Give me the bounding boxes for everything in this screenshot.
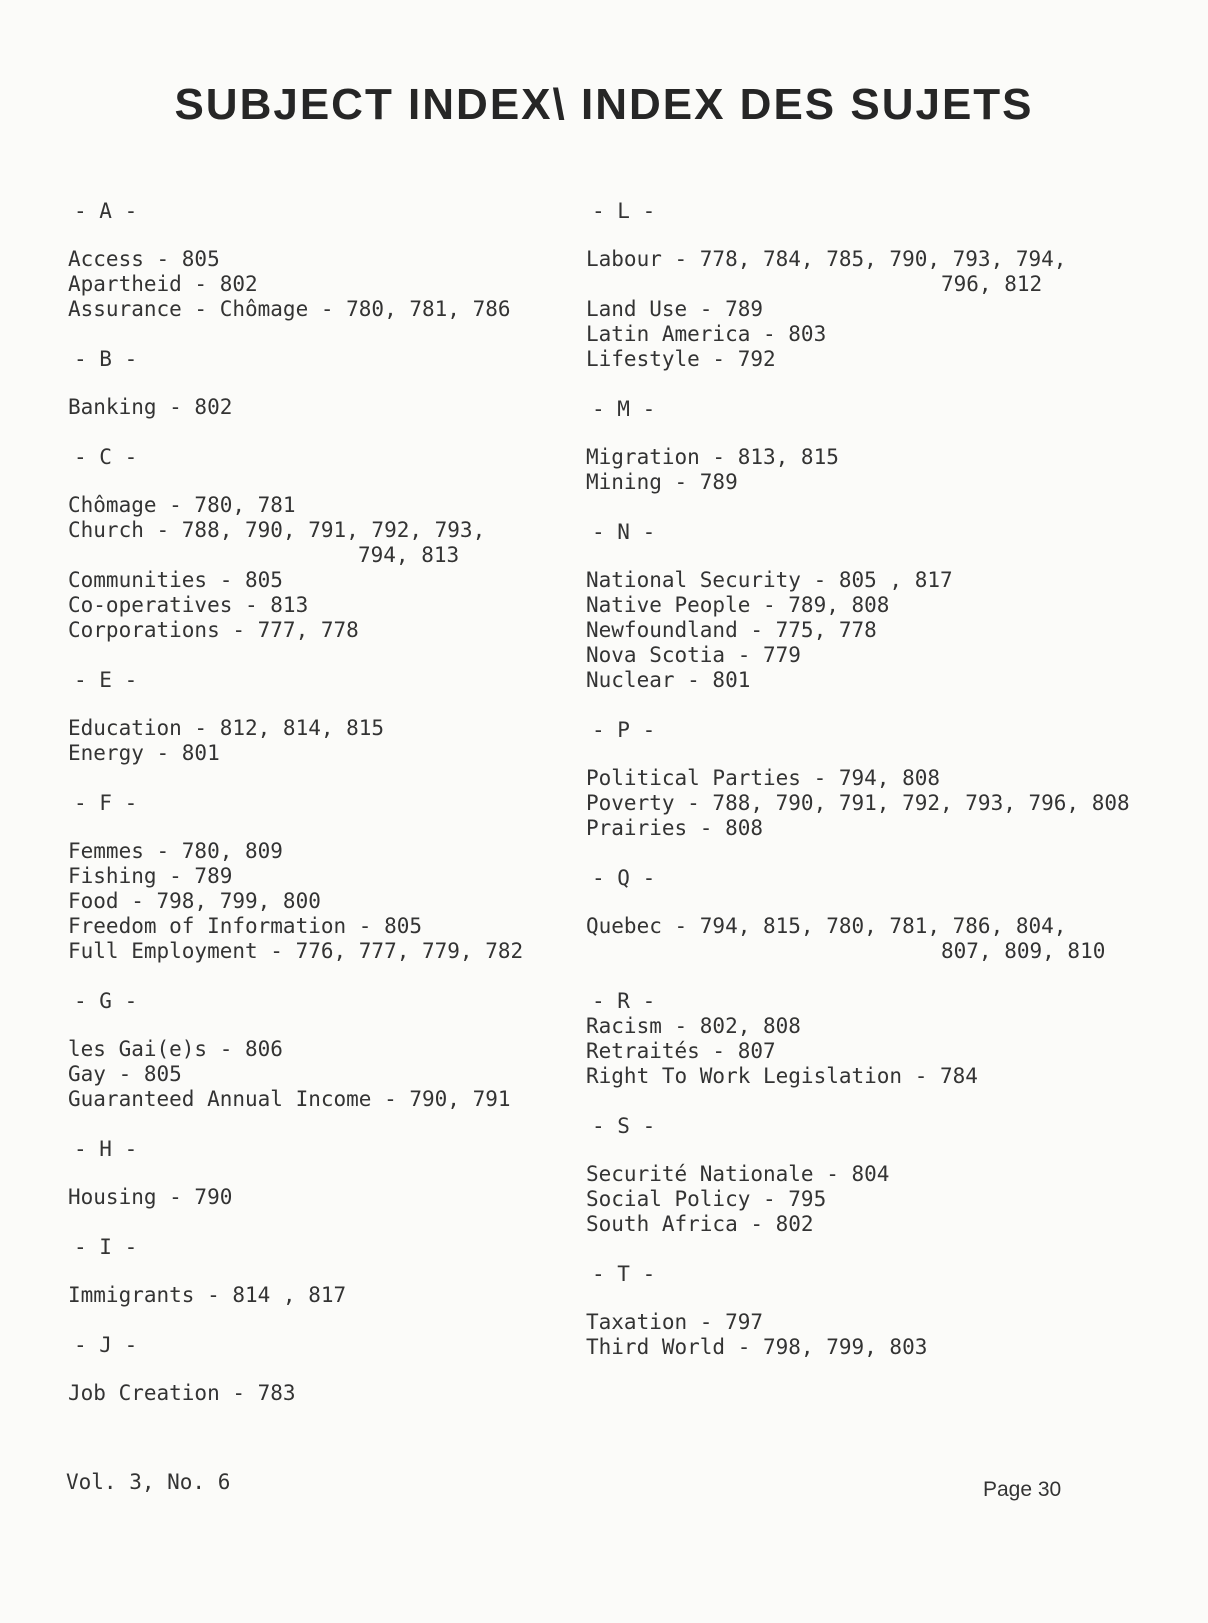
- index-section: [68, 1234, 588, 1332]
- section-spacer: [586, 495, 1146, 519]
- index-entry: [586, 1014, 1146, 1039]
- section-spacer: [68, 643, 588, 667]
- index-entry-continuation: 794, 813: [358, 543, 460, 567]
- index-entry: [68, 395, 588, 420]
- index-entry: [586, 568, 1146, 593]
- index-entry-text: Full Employment - 776, 777, 779, 782: [68, 939, 524, 963]
- index-column-right: [586, 198, 1146, 1360]
- index-entry: [68, 741, 588, 766]
- index-entry: [586, 791, 1146, 816]
- index-entry: [68, 1087, 588, 1112]
- index-entry: [586, 247, 1146, 297]
- index-entry-text: Mining - 789: [586, 470, 738, 494]
- index-entry-text: Poverty - 788, 790, 791, 792, 793, 796, 808: [586, 791, 1130, 815]
- section-spacer: [68, 420, 588, 444]
- index-entry-text: Gay - 805: [68, 1062, 182, 1086]
- index-entry-text: Co-operatives - 813: [68, 593, 309, 617]
- index-entry: [68, 272, 588, 297]
- index-entry: [68, 839, 588, 864]
- volume-number: Vol. 3, No. 6: [66, 1470, 231, 1494]
- section-letter: - T -: [592, 1262, 656, 1286]
- index-entry-text: Nova Scotia - 779: [586, 643, 801, 667]
- section-letter: - G -: [74, 989, 138, 1013]
- section-letter: - J -: [74, 1333, 138, 1357]
- index-entry-text: Guaranteed Annual Income - 790, 791: [68, 1087, 511, 1111]
- index-entry-text: Third World - 798, 799, 803: [586, 1335, 928, 1359]
- section-letter: - F -: [74, 791, 138, 815]
- index-section: [586, 988, 1146, 1113]
- index-entry-text: Fishing - 789: [68, 864, 233, 888]
- index-entry: [68, 1037, 588, 1062]
- index-entry: [586, 470, 1146, 495]
- index-entry: [586, 445, 1146, 470]
- section-spacer: [68, 322, 588, 346]
- index-entry: [68, 889, 588, 914]
- index-entry: [586, 1187, 1146, 1212]
- index-entry: [68, 864, 588, 889]
- index-entry: [586, 816, 1146, 841]
- index-entry-text: Access - 805: [68, 247, 220, 271]
- index-entry-text: Social Policy - 795: [586, 1187, 827, 1211]
- section-letter: - E -: [74, 668, 138, 692]
- index-section: [586, 519, 1146, 717]
- index-entry-text: Taxation - 797: [586, 1310, 764, 1334]
- index-entry-text: Housing - 790: [68, 1185, 233, 1209]
- index-section: [586, 865, 1146, 988]
- index-entry-continuation: 807, 809, 810: [941, 939, 1106, 963]
- section-spacer: [586, 1237, 1146, 1261]
- index-entry: [586, 1335, 1146, 1360]
- index-entry: [68, 1062, 588, 1087]
- section-spacer: [68, 1210, 588, 1234]
- index-entry: [68, 568, 588, 593]
- index-entry: [68, 493, 588, 518]
- page-number: Page 30: [983, 1478, 1062, 1501]
- index-entry-text: Communities - 805: [68, 568, 283, 592]
- index-entry: [68, 1185, 588, 1210]
- index-entry: [586, 322, 1146, 347]
- index-column-left: [68, 198, 588, 1406]
- index-entry: [586, 1162, 1146, 1187]
- section-spacer: [586, 841, 1146, 865]
- section-spacer: [68, 1308, 588, 1332]
- index-entry: [68, 939, 588, 964]
- section-spacer: [586, 964, 1146, 988]
- index-entry-text: Energy - 801: [68, 741, 220, 765]
- index-entry-text: Corporations - 777, 778: [68, 618, 359, 642]
- section-letter: - I -: [74, 1235, 138, 1259]
- section-spacer: [68, 964, 588, 988]
- index-entry: [68, 914, 588, 939]
- index-entry: [68, 518, 588, 568]
- section-spacer: [68, 766, 588, 790]
- index-entry-text: Nuclear - 801: [586, 668, 751, 692]
- index-section: [68, 346, 588, 444]
- index-entry: [68, 593, 588, 618]
- index-entry: [586, 1310, 1146, 1335]
- index-section: [586, 717, 1146, 865]
- index-entry-text: Latin America - 803: [586, 322, 827, 346]
- index-entry-text: Education - 812, 814, 815: [68, 716, 385, 740]
- index-entry: [586, 1039, 1146, 1064]
- index-entry: [586, 1064, 1146, 1089]
- index-entry: [586, 297, 1146, 322]
- index-entry-text: Prairies - 808: [586, 816, 764, 840]
- index-entry-text: Newfoundland - 775, 778: [586, 618, 877, 642]
- index-entry-text: Land Use - 789: [586, 297, 764, 321]
- section-letter: - N -: [592, 520, 656, 544]
- index-entry-text: Racism - 802, 808: [586, 1014, 801, 1038]
- index-entry-text: les Gai(e)s - 806: [68, 1037, 283, 1061]
- index-entry-text: Labour - 778, 784, 785, 790, 793, 794,: [586, 247, 1067, 271]
- index-entry: [68, 1381, 588, 1406]
- index-section: [68, 1332, 588, 1406]
- index-entry: [68, 247, 588, 272]
- index-entry-text: Chômage - 780, 781: [68, 493, 296, 517]
- section-letter: - S -: [592, 1114, 656, 1138]
- index-entry: [586, 618, 1146, 643]
- section-letter: - A -: [74, 199, 138, 223]
- index-entry: [586, 643, 1146, 668]
- index-section: [586, 396, 1146, 519]
- index-entry-text: National Security - 805 , 817: [586, 568, 953, 592]
- index-entry: [68, 1283, 588, 1308]
- index-entry-text: Job Creation - 783: [68, 1381, 296, 1405]
- index-section: [586, 1261, 1146, 1360]
- index-entry: [68, 716, 588, 741]
- index-entry-text: Food - 798, 799, 800: [68, 889, 321, 913]
- index-section: [68, 988, 588, 1136]
- index-section: [68, 198, 588, 346]
- section-letter: - Q -: [592, 866, 656, 890]
- index-section: [68, 667, 588, 790]
- index-entry: [68, 297, 588, 322]
- index-entry-text: Quebec - 794, 815, 780, 781, 786, 804,: [586, 914, 1067, 938]
- index-entry: [586, 668, 1146, 693]
- index-entry-text: Apartheid - 802: [68, 272, 258, 296]
- index-entry-text: South Africa - 802: [586, 1212, 814, 1236]
- index-entry: [586, 766, 1146, 791]
- section-spacer: [586, 372, 1146, 396]
- index-entry-text: Migration - 813, 815: [586, 445, 839, 469]
- index-entry: [586, 347, 1146, 372]
- section-letter: - R -: [592, 989, 656, 1013]
- index-entry-text: Church - 788, 790, 791, 792, 793,: [68, 518, 486, 542]
- index-entry-text: Banking - 802: [68, 395, 233, 419]
- index-entry: [586, 914, 1146, 964]
- index-section: [586, 1113, 1146, 1261]
- section-letter: - P -: [592, 718, 656, 742]
- index-entry-text: Securité Nationale - 804: [586, 1162, 890, 1186]
- index-section: [68, 790, 588, 988]
- index-section: [68, 444, 588, 667]
- index-entry-text: Right To Work Legislation - 784: [586, 1064, 978, 1088]
- section-spacer: [68, 1112, 588, 1136]
- index-entry-text: Political Parties - 794, 808: [586, 766, 941, 790]
- index-entry: [586, 593, 1146, 618]
- section-letter: - M -: [592, 397, 656, 421]
- index-entry-continuation: 796, 812: [941, 272, 1043, 296]
- index-section: [586, 198, 1146, 396]
- section-spacer: [586, 693, 1146, 717]
- index-entry-text: Immigrants - 814 , 817: [68, 1283, 347, 1307]
- section-letter: - L -: [592, 199, 656, 223]
- index-entry-text: Native People - 789, 808: [586, 593, 890, 617]
- section-letter: - B -: [74, 347, 138, 371]
- index-entry-text: Freedom of Information - 805: [68, 914, 423, 938]
- section-letter: - H -: [74, 1137, 138, 1161]
- index-section: [68, 1136, 588, 1234]
- index-entry-text: Assurance - Chômage - 780, 781, 786: [68, 297, 511, 321]
- index-entry: [68, 618, 588, 643]
- index-entry-text: Lifestyle - 792: [586, 347, 776, 371]
- index-entry-text: Femmes - 780, 809: [68, 839, 283, 863]
- page-title: SUBJECT INDEX\ INDEX DES SUJETS: [174, 80, 1034, 129]
- section-spacer: [586, 1089, 1146, 1113]
- section-letter: - C -: [74, 445, 138, 469]
- index-entry: [586, 1212, 1146, 1237]
- index-entry-text: Retraités - 807: [586, 1039, 776, 1063]
